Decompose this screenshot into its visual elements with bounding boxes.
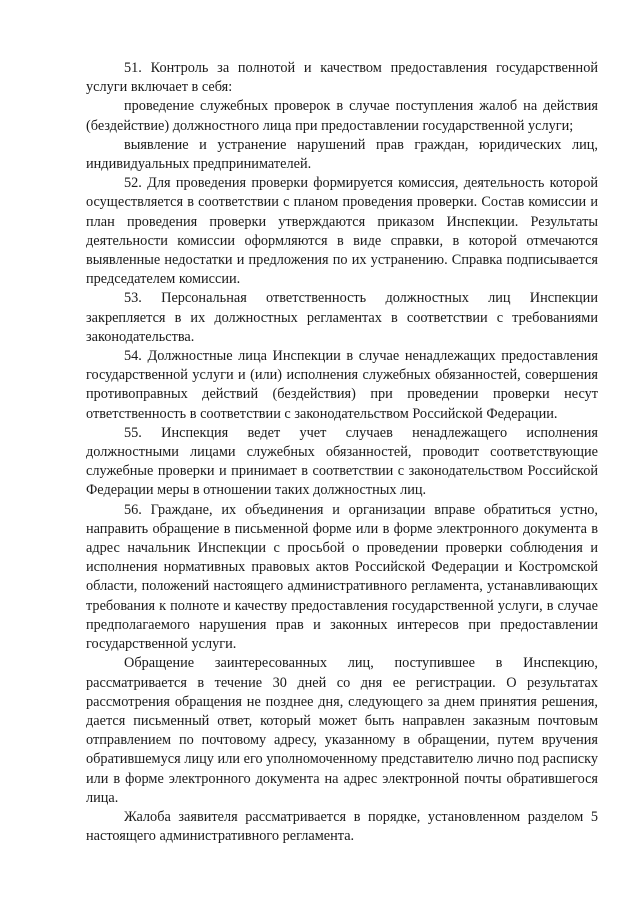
paragraph-56: 56. Граждане, их объединения и организации вправе обратиться устно, направить обращение в письменной форме или в форме электронного документа в адрес начальник Инспекции с просьбой о проведении проверки соблюдения и исполнения нормативных правовых актов Российской Федерации и Костромской области, положений настоящего административного регламента, устанавливающих требования к полноте и качеству предоставления государственной услуги, в случае предполагаемого нарушения прав и законных интересов при предоставлении государственной услуги. (86, 501, 598, 653)
paragraph-56-complaint: Жалоба заявителя рассматривается в порядке, установленном разделом 5 настоящего административного регламента. (86, 808, 598, 845)
paragraph-51: 51. Контроль за полнотой и качеством предоставления государственной услуги включает в себя: (86, 60, 598, 96)
paragraph-51-item-1: проведение служебных проверок в случае поступления жалоб на действия (бездействие) должностного лица при предоставлении государственной услуги; (86, 98, 598, 134)
paragraph-54: 54. Должностные лица Инспекции в случае ненадлежащих предоставления государственной услуги и (или) исполнения служебных обязанностей, совершения противоправных действий (бездействия) при проведении проверки несут ответственность в соответствии с законодательством Российской Федерации. (86, 348, 598, 422)
paragraph-52: 52. Для проведения проверки формируется комиссия, деятельность которой осуществляется в соответствии с планом проведения проверки. Состав комиссии и план проведения проверки утверждаются приказом Инспекции. Результаты деятельности комиссии оформляются в виде справки, в которой отмечаются выявленные недостатки и предложения по их устранению. Справка подписывается председателем комиссии. (86, 175, 598, 288)
paragraph-55: 55. Инспекция ведет учет случаев ненадлежащего исполнения должностными лицами служебных обязанностей, проводит соответствующие служебные проверки и принимает в соответствии с законодательством Российской Федерации меры в отношении таких должностных лиц. (86, 424, 598, 499)
paragraph-51-item-2: выявление и устранение нарушений прав граждан, юридических лиц, индивидуальных предпринимателей. (86, 136, 598, 173)
document-page (86, 59, 598, 846)
paragraph-56-appeal: Обращение заинтересованных лиц, поступившее в Инспекцию, рассматривается в течение 30 дней со дня ее регистрации. О результатах рассмотрения обращения не позднее дня, следующего за днем принятия решения, дается письменный ответ, который может быть направлен заказным почтовым отправлением по почтовому адресу, указанному в обращении, путем вручения обратившемуся лицу или его уполномоченному представителю лично под расписку или в форме электронного документа на адрес электронной почты обратившегося лица. (86, 655, 598, 806)
paragraph-53: 53. Персональная ответственность должностных лиц Инспекции закрепляется в их должностных регламентах в соответствии с требованиями законодательства. (86, 290, 598, 345)
